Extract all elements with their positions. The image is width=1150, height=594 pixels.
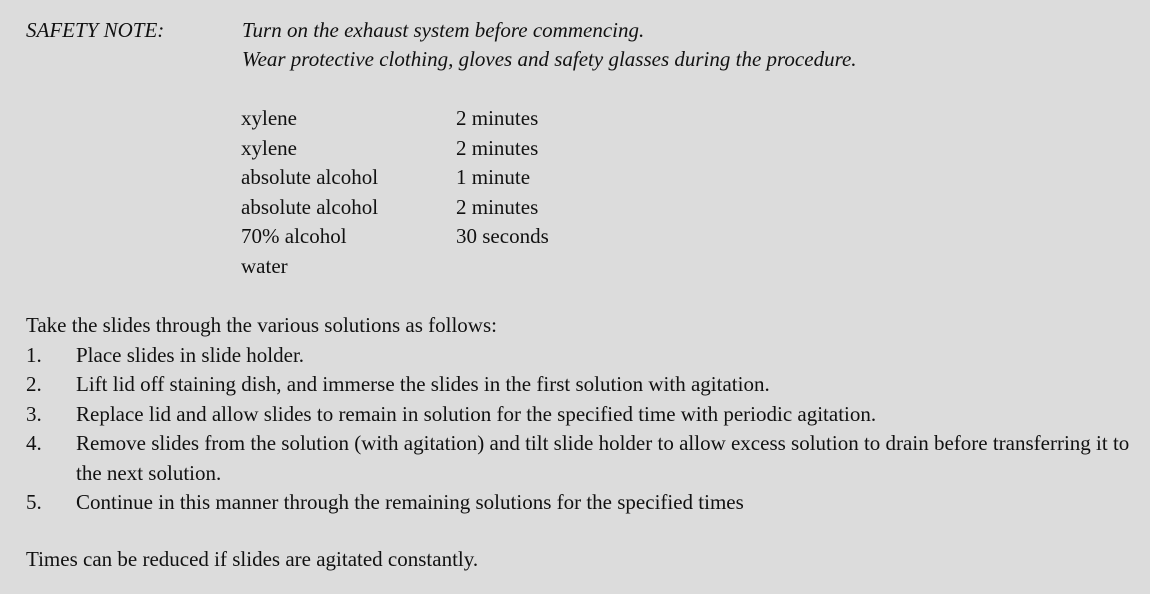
step-number: 4.	[26, 431, 42, 455]
procedure-step	[26, 429, 1146, 488]
procedure-step	[26, 488, 1146, 518]
safety-note-label: SAFETY NOTE:	[26, 18, 165, 42]
solution-time: 1 minute	[456, 165, 531, 190]
step-number: 2.	[26, 372, 42, 396]
step-text: Lift lid off staining dish, and immerse the slides in the first solution with agitation.	[76, 372, 770, 396]
solution-time: 2 minutes	[456, 194, 539, 219]
procedure-step	[26, 370, 1146, 400]
procedure-intro: Take the slides through the various solutions as follows:	[26, 313, 497, 337]
procedure-step	[26, 400, 1146, 430]
solution-name: water	[241, 253, 288, 278]
step-text: Remove slides from the solution (with agitation) and tilt slide holder to allow excess solution to drain before transferring it to the next solution.	[76, 431, 1130, 485]
step-number: 5.	[26, 490, 42, 514]
solution-name: 70% alcohol	[241, 224, 347, 249]
step-number: 3.	[26, 401, 42, 426]
solution-name: absolute alcohol	[241, 165, 379, 190]
solution-name: absolute alcohol	[241, 194, 379, 219]
solution-time: 2 minutes	[456, 106, 539, 130]
solution-time: 30 seconds	[456, 224, 549, 249]
step-text: Place slides in slide holder.	[76, 342, 305, 367]
step-text: Continue in this manner through the remaining solutions for the specified times	[76, 490, 744, 514]
closing-note: Times can be reduced if slides are agitated constantly.	[26, 547, 479, 571]
solution-name: xylene	[241, 135, 297, 160]
safety-line: Turn on the exhaust system before commencing.	[242, 18, 645, 42]
solution-name: xylene	[241, 106, 297, 130]
safety-note-text	[242, 16, 857, 74]
safety-line: Wear protective clothing, gloves and safety glasses during the procedure.	[242, 47, 857, 71]
step-text: Replace lid and allow slides to remain in solution for the specified time with periodic agitation.	[76, 401, 877, 426]
procedure-section	[26, 311, 1146, 518]
solution-time: 2 minutes	[456, 135, 539, 160]
procedure-step	[26, 341, 1146, 371]
step-number: 1.	[26, 342, 42, 367]
